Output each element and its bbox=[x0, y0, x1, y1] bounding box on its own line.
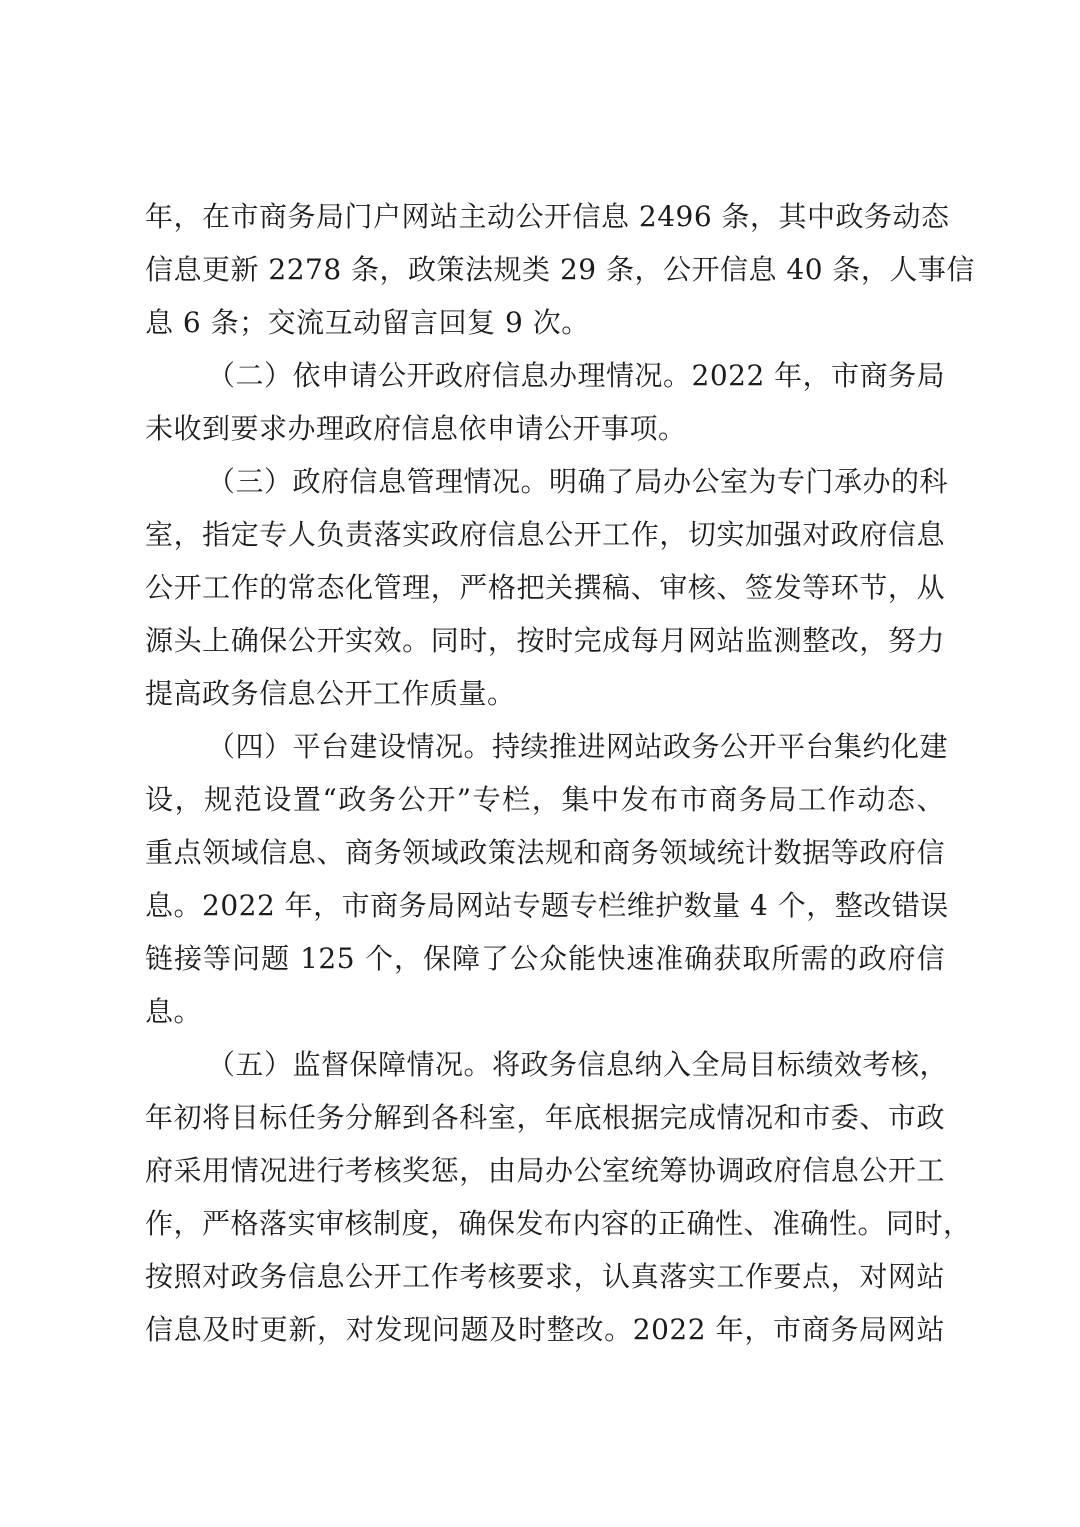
paragraph-1 bbox=[145, 190, 975, 349]
paragraph-2 bbox=[145, 349, 945, 455]
paragraph-line: 作，严格落实审核制度，确保发布内容的正确性、准确性。同时， bbox=[145, 1207, 972, 1240]
paragraph-line: 室，指定专人负责落实政府信息公开工作，切实加强对政府信息 bbox=[145, 518, 945, 551]
paragraph-line: 未收到要求办理政府信息依申请公开事项。 bbox=[145, 412, 687, 445]
paragraph-line: 链接等问题 125 个，保障了公众能快速准确获取所需的政府信 bbox=[145, 942, 945, 975]
paragraph-5 bbox=[145, 1038, 972, 1356]
paragraph-line: 信息更新 2278 条，政策法规类 29 条，公开信息 40 条，人事信 bbox=[145, 253, 975, 286]
paragraph-line: 府采用情况进行考核奖惩，由局办公室统筹协调政府信息公开工 bbox=[145, 1154, 945, 1187]
paragraph-line: 按照对政务信息公开工作考核要求，认真落实工作要点，对网站 bbox=[145, 1260, 945, 1293]
paragraph-line: 年，在市商务局门户网站主动公开信息 2496 条，其中政务动态 bbox=[145, 200, 950, 233]
paragraph-line: 信息及时更新，对发现问题及时整改。2022 年，市商务局网站 bbox=[145, 1313, 945, 1346]
paragraph-line: （二）依申请公开政府信息办理情况。2022 年，市商务局 bbox=[207, 359, 946, 392]
document-body bbox=[145, 190, 975, 1356]
paragraph-line: （四）平台建设情况。持续推进网站政务公开平台集约化建 bbox=[207, 730, 949, 763]
paragraph-line: 息。2022 年，市商务局网站专题专栏维护数量 4 个，整改错误 bbox=[145, 889, 949, 922]
paragraph-line: 公开工作的常态化管理，严格把关撰稿、审核、签发等环节，从 bbox=[145, 571, 945, 604]
paragraph-line: 设，规范设置“政务公开”专栏，集中发布市商务局工作动态、 bbox=[145, 783, 945, 816]
paragraph-line: 年初将目标任务分解到各科室，年底根据完成情况和市委、市政 bbox=[145, 1101, 945, 1134]
paragraph-4 bbox=[145, 720, 949, 1038]
paragraph-line: （五）监督保障情况。将政务信息纳入全局目标绩效考核， bbox=[207, 1048, 949, 1081]
paragraph-3 bbox=[145, 455, 949, 720]
paragraph-line: 重点领域信息、商务领域政策法规和商务领域统计数据等政府信 bbox=[145, 836, 945, 869]
paragraph-line: 提高政务信息公开工作质量。 bbox=[145, 677, 516, 710]
paragraph-line: （三）政府信息管理情况。明确了局办公室为专门承办的科 bbox=[207, 465, 949, 498]
paragraph-line: 息。 bbox=[145, 995, 203, 1028]
paragraph-line: 源头上确保公开实效。同时，按时完成每月网站监测整改，努力 bbox=[145, 624, 945, 657]
paragraph-line: 息 6 条；交流互动留言回复 9 次。 bbox=[145, 306, 590, 339]
